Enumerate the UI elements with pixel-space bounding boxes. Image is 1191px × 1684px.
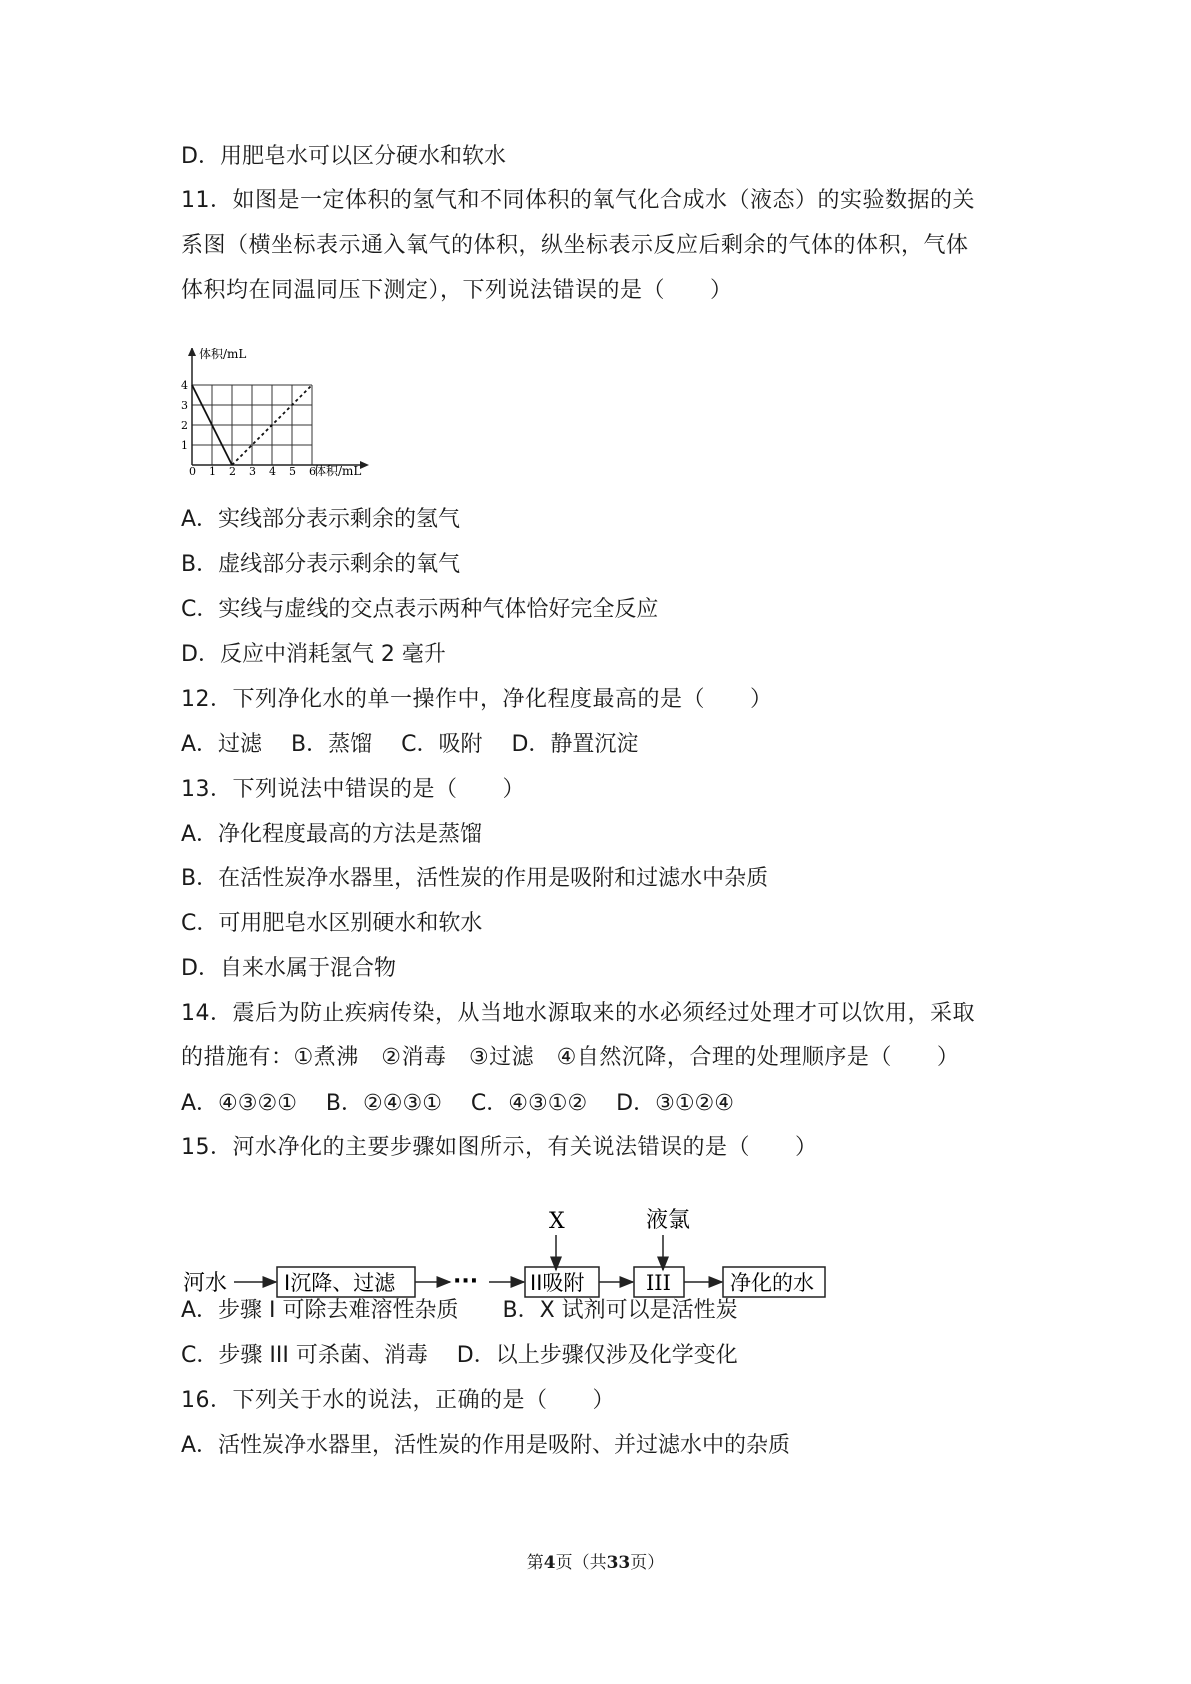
q13-option-d: D．自来水属于混合物 bbox=[181, 956, 396, 981]
footer-suffix: 页） bbox=[630, 1553, 665, 1573]
q11-stem-line3: 体积均在同温同压下测定），下列说法错误的是（ ） bbox=[181, 278, 733, 303]
footer-page-number: 4 bbox=[543, 1553, 556, 1573]
graph-ticks bbox=[181, 379, 316, 478]
y-tick-label: 2 bbox=[181, 419, 188, 432]
page-footer bbox=[0, 1548, 1191, 1573]
y-tick-label: 3 bbox=[181, 399, 188, 412]
q15-options-ab: A．步骤 I 可除去难溶性杂质 B．X 试剂可以是活性炭 bbox=[181, 1298, 738, 1323]
y-tick-label: 4 bbox=[181, 379, 188, 392]
graph-grid bbox=[192, 385, 312, 465]
q13-option-b: B．在活性炭净水器里，活性炭的作用是吸附和过滤水中杂质 bbox=[181, 866, 769, 891]
step3-label: III bbox=[646, 1271, 671, 1295]
q16-stem: 16．下列关于水的说法，正确的是（ ） bbox=[181, 1388, 615, 1413]
footer-prefix: 第 bbox=[526, 1553, 544, 1573]
x-tick-label: 6 bbox=[309, 465, 316, 478]
q11-option-d: D．反应中消耗氢气 2 毫升 bbox=[181, 642, 446, 667]
x-tick-label: 1 bbox=[209, 465, 216, 478]
q11-option-a: A．实线部分表示剩余的氢气 bbox=[181, 507, 461, 532]
x-tick-label: 3 bbox=[249, 465, 256, 478]
q11-stem-line2: 系图（横坐标表示通入氧气的体积，纵坐标表示反应后剩余的气体的体积，气体 bbox=[181, 233, 969, 258]
river-water-label: 河水 bbox=[183, 1271, 228, 1296]
x-tick-label: 2 bbox=[229, 465, 236, 478]
step2-label: II吸附 bbox=[530, 1271, 585, 1295]
q16-option-a: A．活性炭净水器里，活性炭的作用是吸附、并过滤水中的杂质 bbox=[181, 1433, 791, 1458]
q14-stem-line1: 14．震后为防止疾病传染，从当地水源取来的水必须经过处理才可以饮用，采取 bbox=[181, 1001, 975, 1026]
q12-stem: 12．下列净化水的单一操作中，净化程度最高的是（ ） bbox=[181, 687, 773, 712]
q14-stem-line2: 的措施有：①煮沸 ②消毒 ③过滤 ④自然沉降，合理的处理顺序是（ ） bbox=[181, 1045, 960, 1070]
footer-total-pages: 33 bbox=[606, 1553, 631, 1573]
q13-option-c: C．可用肥皂水区别硬水和软水 bbox=[181, 911, 483, 936]
footer-middle: 页（共 bbox=[555, 1553, 607, 1573]
y-axis-arrow bbox=[188, 348, 196, 356]
q11-option-b: B．虚线部分表示剩余的氧气 bbox=[181, 552, 461, 577]
q13-option-a: A．净化程度最高的方法是蒸馏 bbox=[181, 822, 483, 847]
reagent-x-label: X bbox=[549, 1209, 565, 1234]
q15-stem: 15．河水净化的主要步骤如图所示，有关说法错误的是（ ） bbox=[181, 1135, 818, 1160]
q15-options-cd: C．步骤 III 可杀菌、消毒 D．以上步骤仅涉及化学变化 bbox=[181, 1343, 738, 1368]
q14-options: A．④③②① B．②④③① C．④③①② D．③①②④ bbox=[181, 1091, 734, 1116]
step1-label: I沉降、过滤 bbox=[284, 1271, 396, 1295]
result-label: 净化的水 bbox=[730, 1271, 814, 1295]
reagent-chlorine-label: 液氯 bbox=[646, 1208, 691, 1233]
q12-options: A．过滤 B．蒸馏 C．吸附 D．静置沉淀 bbox=[181, 732, 639, 757]
y-axis-label: 体积/mL bbox=[199, 348, 247, 361]
y-tick-label: 1 bbox=[181, 439, 188, 452]
x-tick-label: 4 bbox=[269, 465, 276, 478]
gas-volume-graph bbox=[181, 348, 381, 478]
q11-stem-line1: 11．如图是一定体积的氢气和不同体积的氧气化合成水（液态）的实验数据的关 bbox=[181, 188, 975, 213]
x-tick-label: 5 bbox=[289, 465, 296, 478]
q13-stem: 13．下列说法中错误的是（ ） bbox=[181, 777, 525, 802]
ellipsis: ··· bbox=[453, 1269, 479, 1294]
q10-option-d: D．用肥皂水可以区分硬水和软水 bbox=[181, 144, 506, 169]
purification-flowchart bbox=[181, 1204, 861, 1304]
x-axis-label: 体积/mL bbox=[314, 464, 362, 478]
x-tick-label: 0 bbox=[189, 465, 196, 478]
q11-option-c: C．实线与虚线的交点表示两种气体恰好完全反应 bbox=[181, 597, 659, 622]
